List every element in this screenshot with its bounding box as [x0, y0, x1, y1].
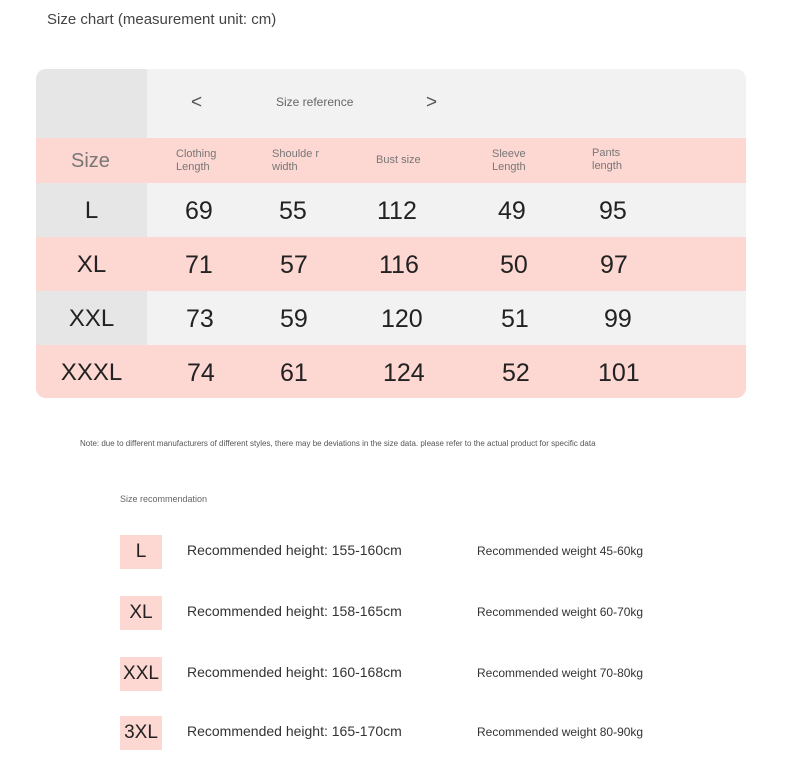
next-arrow-button[interactable]: >: [426, 92, 438, 113]
recommended-weight: Recommended weight 70-80kg: [477, 666, 644, 680]
size-value: L: [84, 197, 99, 224]
table-row: [36, 291, 746, 345]
bust-size-value: 120: [381, 305, 423, 333]
size-note: Note: due to different manufacturers of different styles, there may be deviations in the size data. please refer to the actual product for specific data: [80, 439, 596, 448]
size-badge: 3XL: [120, 716, 162, 750]
table-row: [36, 345, 746, 398]
recommended-height: Recommended height: 160-168cm: [187, 664, 402, 680]
recommended-height: Recommended height: 165-170cm: [187, 723, 402, 739]
size-value: XL: [76, 251, 107, 278]
size-badge: XL: [120, 596, 162, 630]
clothing-length-header: Clothing Length: [176, 148, 217, 173]
recommendation-title: Size recommendation: [120, 494, 208, 504]
shoulder-width-value: 55: [279, 197, 307, 225]
recommended-weight: Recommended weight 45-60kg: [477, 544, 644, 558]
clothing-length-value: 69: [185, 197, 213, 225]
recommendation-row: [120, 596, 680, 632]
pants-length-value: 95: [599, 197, 627, 225]
clothing-length-value: 73: [186, 305, 214, 333]
bust-size-value: 116: [379, 251, 419, 279]
recommendation-row: [120, 657, 680, 693]
sleeve-length-header: Sleeve Length: [492, 148, 526, 173]
table-corner: [36, 69, 147, 138]
pants-length-value: 101: [598, 359, 640, 387]
recommended-height: Recommended height: 155-160cm: [187, 542, 402, 558]
sleeve-length-value: 52: [502, 359, 530, 387]
bust-size-value: 112: [377, 197, 417, 225]
page-title: Size chart (measurement unit: cm): [47, 11, 277, 28]
pants-length-header: Pants length: [592, 147, 622, 172]
size-table: [36, 69, 746, 398]
sleeve-length-value: 50: [500, 251, 528, 279]
table-header-row: [36, 138, 746, 183]
size-badge: XXL: [120, 657, 162, 691]
bust-size-value: 124: [383, 359, 425, 387]
shoulder-width-value: 59: [280, 305, 308, 333]
pants-length-value: 97: [600, 251, 628, 279]
size-reference-label: Size reference: [276, 95, 354, 109]
recommended-weight: Recommended weight 80-90kg: [477, 725, 644, 739]
clothing-length-value: 74: [187, 359, 215, 387]
size-badge: L: [120, 535, 162, 569]
recommendation-row: [120, 716, 680, 752]
table-row: [36, 183, 746, 237]
recommended-weight: Recommended weight 60-70kg: [477, 605, 644, 619]
clothing-length-value: 71: [185, 251, 213, 279]
bust-size-header: Bust size: [376, 154, 421, 166]
recommendation-row: [120, 535, 680, 571]
shoulder-width-value: 57: [280, 251, 308, 279]
shoulder-width-value: 61: [280, 359, 308, 387]
size-header: Size: [71, 150, 110, 172]
recommended-height: Recommended height: 158-165cm: [187, 603, 402, 619]
prev-arrow-button[interactable]: <: [191, 92, 203, 113]
shoulder-width-header: Shoulde r width: [272, 148, 320, 173]
table-row: [36, 237, 746, 291]
sleeve-length-value: 49: [498, 197, 526, 225]
pants-length-value: 99: [604, 305, 632, 333]
size-value: XXL: [68, 305, 115, 332]
sleeve-length-value: 51: [501, 305, 529, 333]
size-value: XXXL: [60, 359, 123, 386]
